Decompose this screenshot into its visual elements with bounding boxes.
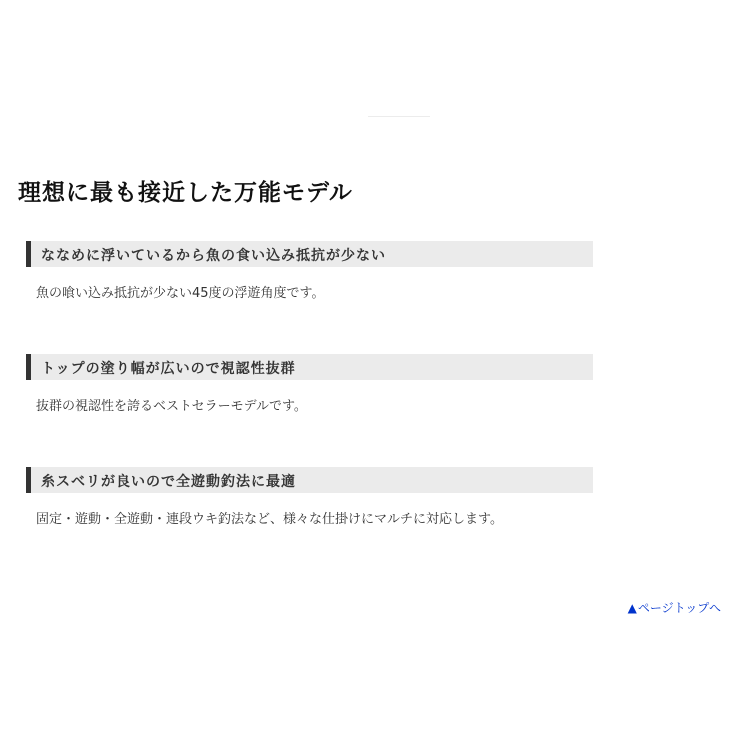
page-top-link[interactable]: [628, 599, 721, 616]
feature-heading-text: 糸スベリが良いので全遊動釣法に最適: [41, 474, 296, 490]
feature-heading-text: ななめに浮いているから魚の食い込み抵抗が少ない: [41, 248, 386, 264]
page-top-label: ページトップへ: [637, 601, 721, 615]
feature-description-1: 魚の喰い込み抵抗が少ない45度の浮遊角度です。: [36, 286, 325, 301]
up-triangle-icon: ▲: [627, 601, 637, 615]
feature-description-3: 固定・遊動・全遊動・連段ウキ釣法など、様々な仕掛けにマルチに対応します。: [36, 512, 503, 527]
feature-heading-text: トップの塗り幅が広いので視認性抜群: [41, 361, 296, 377]
feature-heading-1: [26, 241, 593, 267]
feature-heading-3: [26, 467, 593, 493]
page-title: 理想に最も接近した万能モデル: [18, 180, 353, 206]
feature-heading-2: [26, 354, 593, 380]
top-divider: [368, 116, 430, 117]
feature-description-2: 抜群の視認性を誇るベストセラーモデルです。: [36, 399, 307, 414]
